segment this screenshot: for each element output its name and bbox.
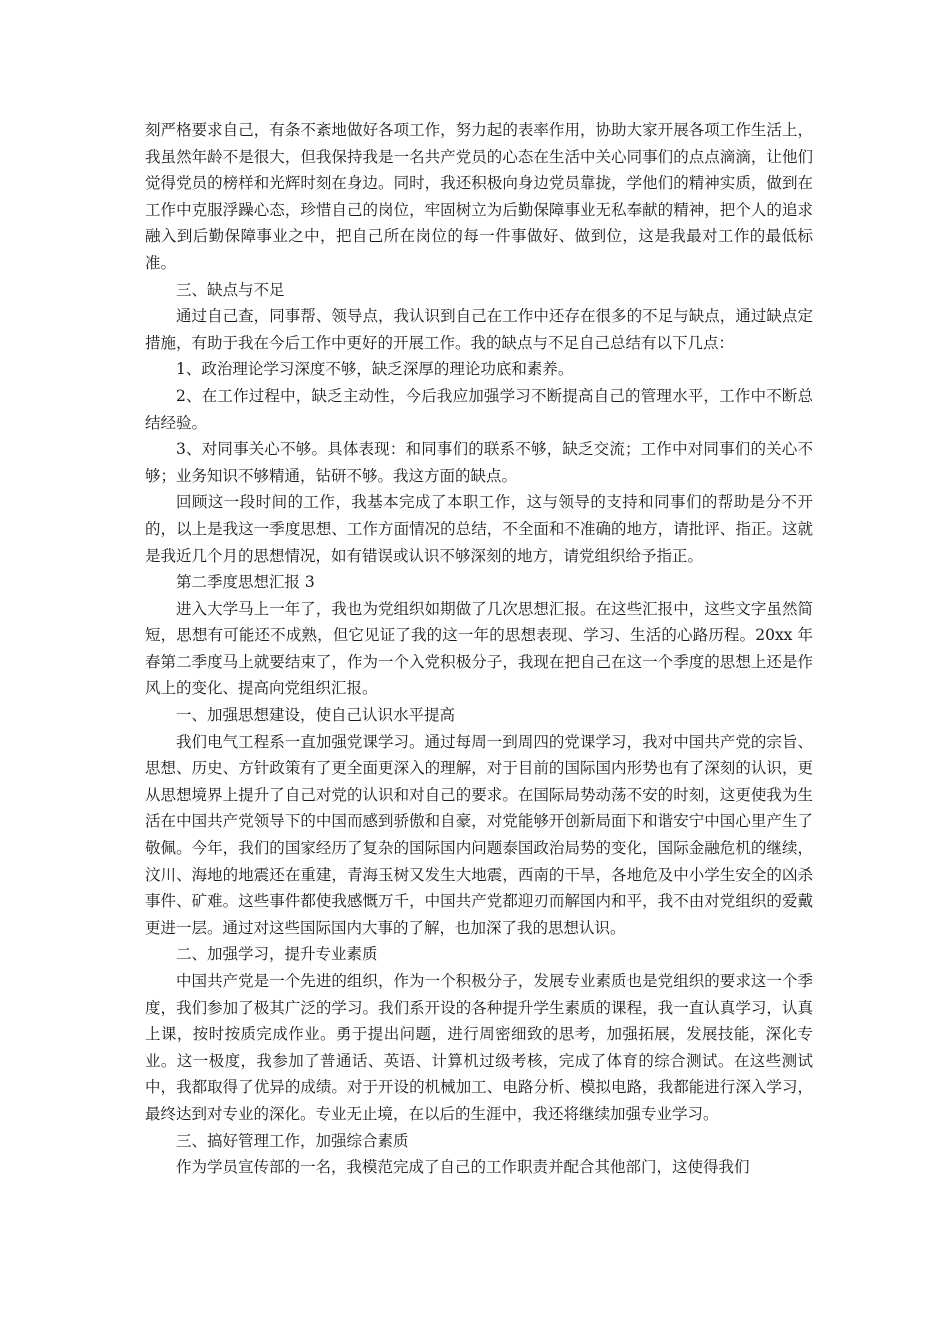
body-paragraph: 回顾这一段时间的工作，我基本完成了本职工作，这与领导的支持和同事们的帮助是分不开的，以上是我这一季度思想、工作方面情况的总结，不全面和不准确的地方，请批评、指正。这就是我近几个月的思想情况，如有错误或认识不够深刻的地方，请党组织给予指正。: [145, 493, 813, 565]
section-heading: 一、加强思想建设，使自己认识水平提高: [176, 706, 456, 725]
body-paragraph: 通过自己查，同事帮、领导点，我认识到自己在工作中还存在很多的不足与缺点，通过缺点定措施，有助于我在今后工作中更好的开展工作。我的缺点与不足自己总结有以下几点：: [145, 307, 813, 352]
report-title: 第二季度思想汇报 3: [176, 573, 315, 592]
list-item: 1、政治理论学习深度不够，缺乏深厚的理论功底和素养。: [176, 360, 574, 379]
body-paragraph: 我们电气工程系一直加强党课学习。通过每周一到周四的党课学习，我对中国共产党的宗旨、思想、历史、方针政策有了更全面更深入的理解，对于目前的国际国内形势也有了深刻的认识，更从思想境界上提升了自己对党的认识和对自己的要求。在国际局势动荡不安的时刻，这更使我为生活在中国共产党领导下的中国而感到骄傲和自豪，对党能够开创新局面下和谐安宁中国心里产生了敬佩。今年，我们的国家经历了复杂的国际国内问题泰国政治局势的变化，国际金融危机的继续，汶川、海地的地震还在重建，青海玉树又发生大地震，西南的干旱，各地危及中小学生安全的凶杀事件、矿难。这些事件都使我感慨万千，中国共产党都迎刃而解国内和平，我不由对党组织的爱戴更进一层。通过对这些国际国内大事的了解，也加深了我的思想认识。: [145, 732, 813, 937]
body-paragraph: 进入大学马上一年了，我也为党组织如期做了几次思想汇报。在这些汇报中，这些文字虽然简短，思想有可能还不成熟，但它见证了我的这一年的思想表现、学习、生活的心路历程。20xx 年春第二季度马上就要结束了，作为一个入党积极分子，我现在把自己在这一个季度的思想上还是作风上的变化、提高向党组织汇报。: [145, 599, 813, 698]
list-item: 2、在工作过程中，缺乏主动性，今后我应加强学习不断提高自己的管理水平，工作中不断总结经验。: [145, 386, 813, 432]
list-item: 3、对同事关心不够。具体表现：和同事们的联系不够，缺乏交流；工作中对同事们的关心不够；业务知识不够精通，钻研不够。我这方面的缺点。: [145, 440, 813, 485]
body-paragraph: 作为学员宣传部的一名，我模范完成了自己的工作职责并配合其他部门，这使得我们: [176, 1158, 750, 1177]
body-paragraph: 刻严格要求自己，有条不紊地做好各项工作，努力起的表率作用，协助大家开展各项工作生活上，我虽然年龄不是很大，但我保持我是一名共产党员的心态在生活中关心同事们的点点滴滴，让他们觉得党员的榜样和光辉时刻在身边。同时，我还积极向身边党员靠拢，学他们的精神实质，做到在工作中克服浮躁心态，珍惜自己的岗位，牢固树立为后勤保障事业无私奉献的精神，把个人的追求融入到后勤保障事业之中，把自己所在岗位的每一件事做好、做到位，这是我最对工作的最低标准。: [145, 121, 813, 272]
section-heading: 三、搞好管理工作，加强综合素质: [176, 1131, 409, 1150]
section-heading: 三、缺点与不足: [176, 280, 285, 299]
document-page: [145, 117, 813, 1181]
body-paragraph: 中国共产党是一个先进的组织，作为一个积极分子，发展专业素质也是党组织的要求这一个季度，我们参加了极其广泛的学习。我们系开设的各种提升学生素质的课程，我一直认真学习，认真上课，按时按质完成作业。勇于提出问题，进行周密细致的思考，加强拓展，发展技能，深化专业。这一极度，我参加了普通话、英语、计算机过级考核，完成了体育的综合测试。在这些测试中，我都取得了优异的成绩。对于开设的机械加工、电路分析、模拟电路，我都能进行深入学习，最终达到对专业的深化。专业无止境，在以后的生涯中，我还将继续加强专业学习。: [145, 972, 813, 1123]
section-heading: 二、加强学习，提升专业素质: [176, 945, 378, 964]
